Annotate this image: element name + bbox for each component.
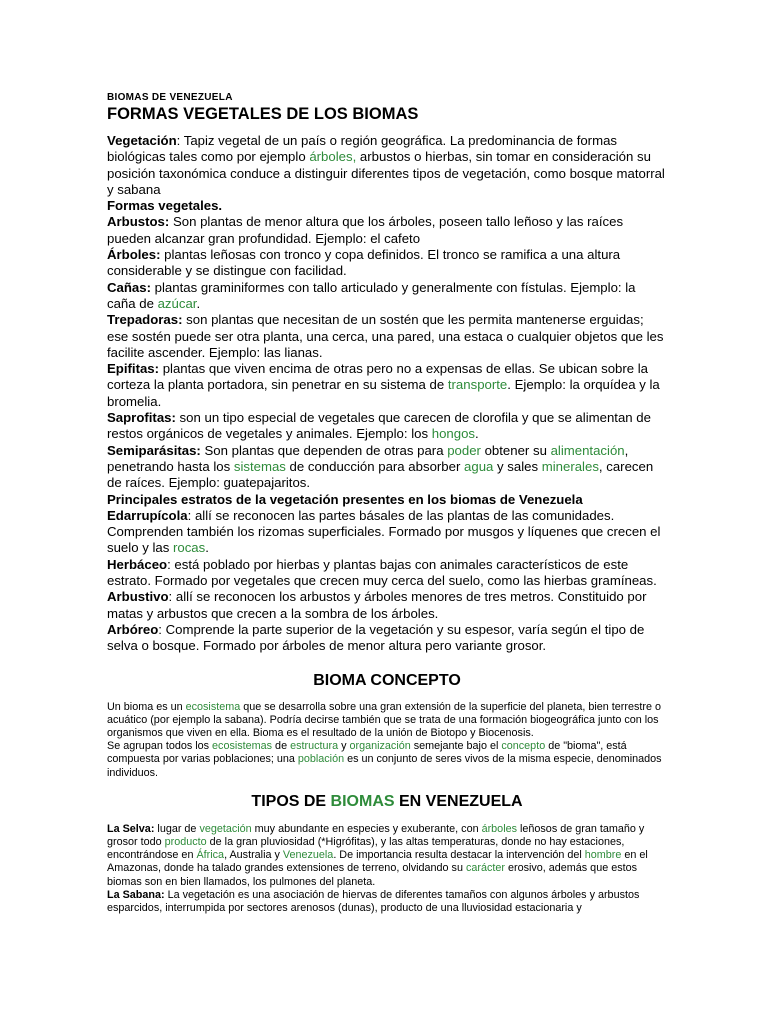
section-tipos-de-biomas [107, 823, 667, 915]
link-caracter[interactable]: carácter [465, 862, 505, 875]
heading-bioma-concepto: BIOMA CONCEPTO [313, 671, 461, 689]
paragraph-la-selva: La Selva: lugar de vegetación muy abundante en especies y exuberante, con árboles leñosos de gran tamaño y grosor todo producto de la gran pluviosidad (*Higrófitas), y las altas temperaturas, donde no hay estaciones, encontrándose en África, Australia y Venezuela. De importancia resulta destacar la intervención del hombre en el Amazonas, donde ha talado grandes extensiones de terreno, olvidando su carácter erosivo, además que estos biomas son en bien llamados, los pulmones del planeta. [107, 822, 648, 888]
link-agua[interactable]: agua [464, 458, 494, 474]
link-alimentacion[interactable]: alimentación [550, 442, 625, 458]
link-producto[interactable]: producto [164, 835, 207, 848]
paragraph-bioma-agrupacion: Se agrupan todos los ecosistemas de estructura y organización semejante bajo el concepto de "bioma", está compuesta por varias poblaciones; una población es un conjunto de seres vivos de la misma especie, denominados individuos. [107, 740, 662, 779]
section-formas-vegetales [107, 133, 667, 655]
paragraph-herbaceo: Herbáceo: está poblado por hierbas y plantas bajas con animales característicos de este estrato. Formado por vegetales que crecen muy cerca del suelo, como las hierbas gramíneas. [107, 556, 657, 589]
link-poblacion[interactable]: población [297, 753, 345, 766]
link-hombre[interactable]: hombre [584, 849, 622, 862]
heading-tipos-de-biomas: TIPOS DE BIOMAS EN VENEZUELA [251, 792, 523, 810]
link-concepto[interactable]: concepto [501, 740, 546, 753]
paragraph-vegetacion: Vegetación: Tapiz vegetal de un país o región geográfica. La predominancia de formas biológicas tales como por ejemplo árboles, arbustos o hierbas, sin tomar en consideración su posición taxonómica conduce a distinguir diferentes tipos de vegetación, como bosque matorral y sabana [107, 133, 665, 197]
paragraph-canas: Cañas: plantas graminiformes con tallo articulado y generalmente con fístulas. Ejemplo: la caña de azúcar. [107, 279, 636, 311]
paragraph-epifitas: Epifitas: plantas que viven encima de otras pero no a expensas de ellas. Se ubican sobre la corteza la planta portadora, sin penetrar en su sistema de transporte. Ejemplo: la orquídea y la bromelia. [107, 361, 660, 409]
link-transporte[interactable]: transporte [447, 377, 508, 393]
link-ecosistema[interactable]: ecosistema [185, 700, 241, 713]
paragraph-arbustos: Arbustos: Son plantas de menor altura que los árboles, poseen tallo leñoso y las raíces pueden alcanzar gran profundidad. Ejemplo: el cafeto [107, 214, 624, 246]
link-minerales[interactable]: minerales [541, 458, 599, 474]
section-bioma-concepto [107, 701, 667, 780]
link-ecosistemas[interactable]: ecosistemas [212, 740, 273, 753]
link-hongos[interactable]: hongos [431, 426, 475, 442]
paragraph-bioma-definicion: Un bioma es un ecosistema que se desarrolla sobre una gran extensión de la superficie del planeta, bien terrestre o acuático (por ejemplo la sabana). Podría decirse también que se trata de una formación biogeográfica junto con los organismos que viven en ella. Bioma es el resultado de la unión de Biotopo y Biocenosis. [107, 700, 661, 739]
paragraph-arboreo: Arbóreo: Comprende la parte superior de la vegetación y su espesor, varía según el tipo de selva o bosque. Formado por árboles de menor altura pero variante grosor. [107, 621, 645, 654]
paragraph-trepadoras: Trepadoras: son plantas que necesitan de un sostén que les permita mantenerse erguidas; ese sostén puede ser otra planta, una cerca, una pared, una estaca o cualquier objetos que les facilite ascender. Ejemplo: las lianas. [107, 312, 664, 360]
link-poder[interactable]: poder [447, 442, 481, 458]
link-sistemas[interactable]: sistemas [233, 458, 286, 474]
paragraph-arboles: Árboles: plantas leñosas con tronco y copa definidos. El tronco se ramifica a una altura considerable y se distingue con facilidad. [107, 247, 621, 279]
document-page [107, 92, 667, 915]
link-venezuela[interactable]: Venezuela [282, 849, 334, 862]
link-arboles[interactable]: árboles, [309, 149, 357, 165]
link-arboles-selva[interactable]: árboles [481, 822, 517, 835]
link-azucar[interactable]: azúcar [157, 295, 197, 311]
link-organizacion[interactable]: organización [349, 740, 411, 753]
link-biomas[interactable]: BIOMAS [330, 792, 395, 810]
document-eyebrow: BIOMAS DE VENEZUELA [107, 92, 233, 103]
link-vegetacion[interactable]: vegetación [199, 822, 252, 835]
term-vegetacion: Vegetación [107, 133, 177, 148]
link-africa[interactable]: África [196, 849, 225, 862]
paragraph-arbustivo: Arbustivo: allí se reconocen los arbustos y árboles menores de tres metros. Constituido por matas y arbustos que crecen a la sombra de los árboles. [107, 589, 647, 621]
page-title: FORMAS VEGETALES DE LOS BIOMAS [107, 105, 419, 123]
link-estructura[interactable]: estructura [290, 740, 339, 753]
paragraph-saprofitas: Saprofitas: son un tipo especial de vegetales que carecen de clorofila y que se alimentan de restos orgánicos de vegetales y animales. Ejemplo: los hongos. [107, 410, 651, 442]
heading-formas-vegetales: Formas vegetales. [107, 198, 223, 214]
heading-estratos: Principales estratos de la vegetación presentes en los biomas de Venezuela [107, 491, 583, 507]
paragraph-la-sabana: La Sabana: La vegetación es una asociación de hiervas de diferentes tamaños con algunos árboles y arbustos esparcidos, interrumpida por sectores arenosos (dunas), producto de una lluviosidad estacionaria y [107, 888, 640, 914]
link-rocas[interactable]: rocas [172, 540, 206, 556]
paragraph-edarrupicola: Edarrupícola: allí se reconocen las partes básales de las plantas de las comunidades. Comprenden también los rizomas superficiales. Formado por musgos y líquenes que crecen el suelo y las rocas. [107, 507, 661, 556]
paragraph-semiparasitas: Semiparásitas: Son plantas que dependen de otras para poder obtener su alimentación, penetrando hasta los sistemas de conducción para absorber agua y sales minerales, carecen de raíces. Ejemplo: guatepajaritos. [107, 442, 654, 491]
